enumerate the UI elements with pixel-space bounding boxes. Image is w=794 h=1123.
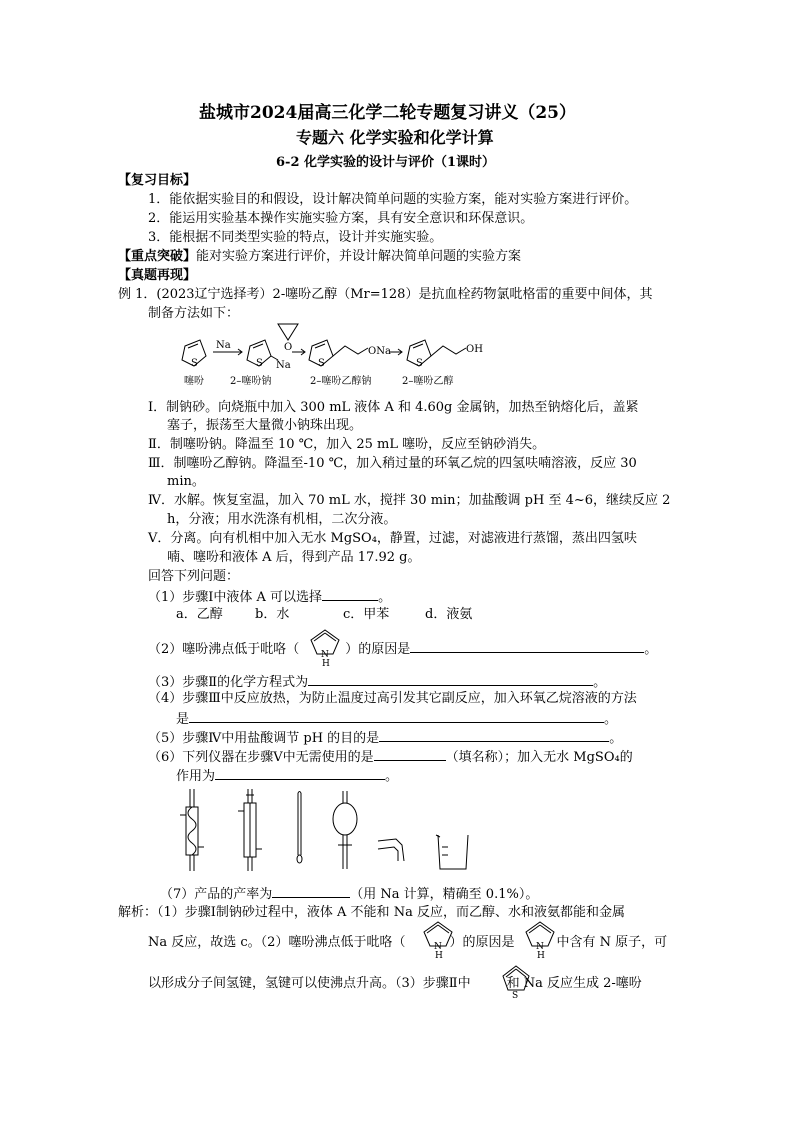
option-d: d．液氨 [425, 607, 473, 622]
thiophene-structure [498, 962, 534, 1002]
question-7-text-b: （用 Na 计算，精确至 0.1%）。 [350, 887, 539, 902]
question-4-text-b: 是 [176, 712, 190, 727]
step-1-line-1: Ⅰ．制钠砂。向烧瓶中加入 300 mL 液体 A 和 4.60g 金属钠，加热至钠熔化后，盖紧 [148, 400, 639, 415]
section-title: 6-2 化学实验的设计与评价（1课时） [276, 155, 496, 170]
answer-blank-6b[interactable] [215, 766, 385, 780]
label-thienylethoxide: 2–噻吩乙醇钠 [310, 376, 372, 387]
goal-item-2: 2．能运用实验基本操作实施实验方案，具有安全意识和环保意识。 [148, 211, 534, 226]
pyrrole-structure-3 [520, 918, 560, 960]
question-6-line-1 [148, 747, 633, 767]
question-6-text-a: （6）下列仪器在步骤Ⅴ中无需使用的是 [148, 750, 374, 765]
step-4-line-1: Ⅳ．水解。恢复室温，加入 70 mL 水，搅拌 30 min；加盐酸调 pH 至 4~6，继续反应 2 [148, 493, 671, 508]
pyrrole-structure-2 [418, 918, 458, 960]
reaction-scheme [170, 322, 510, 390]
step-3-line-1: Ⅲ．制噻吩乙醇钠。降温至-10 ℃，加入稍过量的环氧乙烷的四氢呋喃溶液，反应 30 [148, 456, 637, 471]
answer-blank-7[interactable] [272, 884, 350, 898]
question-1-options [176, 606, 472, 624]
question-2 [148, 639, 657, 659]
option-c: c．甲苯 [343, 607, 390, 622]
questions-intro: 回答下列问题： [148, 569, 240, 584]
question-2-period: 。 [644, 642, 658, 657]
step-2: Ⅱ．制噻吩钠。降温至 10 ℃，加入 25 mL 噻吩，反应至钠砂消失。 [148, 437, 546, 452]
question-5-text: （5）步骤Ⅳ中用盐酸调节 pH 的目的是 [148, 731, 380, 746]
label-thiophene: 噻吩 [184, 376, 204, 387]
thermometer [297, 792, 302, 864]
scheme-s-1: S [191, 358, 198, 369]
apparatus-row [170, 785, 480, 875]
analysis-text-3a: 以形成分子间氢键，氢键可以使沸点升高。（3）步骤Ⅱ中 [148, 976, 471, 991]
analysis-text-2a: Na 反应，故选 c。（2）噻吩沸点低于吡咯（ [148, 935, 406, 950]
topic-subtitle: 专题六 化学实验和化学计算 [296, 128, 494, 147]
answer-blank-1[interactable] [322, 587, 378, 601]
question-3-period: 。 [593, 675, 607, 690]
question-4-line-2 [176, 709, 617, 729]
question-3-text: （3）步骤Ⅱ的化学方程式为 [148, 675, 309, 690]
scheme-oh: OH [466, 344, 483, 355]
step-5-line-1: Ⅴ．分离。向有机相中加入无水 MgSO₄，静置，过滤，对滤液进行蒸馏，蒸出四氢呋 [148, 531, 637, 546]
step-3-line-2: min。 [167, 474, 205, 489]
question-3 [148, 672, 606, 692]
pyrrole-structure [305, 626, 345, 668]
page-title: 盐城市2024届高三化学二轮专题复习讲义（25） [199, 103, 576, 123]
option-a: a．乙醇 [176, 607, 223, 622]
analysis-line-2 [148, 934, 667, 952]
answer-blank-2[interactable] [410, 639, 644, 653]
pyrrole-2-h: H [435, 951, 443, 960]
answer-blank-4[interactable] [189, 709, 604, 723]
separatory-funnel [333, 791, 357, 869]
question-6-text-c: 作用为 [176, 769, 216, 784]
question-6-line-2 [176, 766, 398, 786]
scheme-s-2: S [256, 358, 263, 369]
question-5-period: 。 [609, 731, 623, 746]
answer-blank-5[interactable] [379, 728, 609, 742]
step-5-line-2: 喃、噻吩和液体 A 后，得到产品 17.92 g。 [167, 550, 421, 565]
scheme-reagent-na: Na [216, 340, 231, 351]
analysis-line-1: 解析：（1）步骤Ⅰ制钠砂过程中，液体 A 不能和 Na 反应，而乙醇、水和液氨都能和金属 [118, 905, 625, 920]
label-thienyl-sodium: 2–噻吩钠 [230, 376, 272, 387]
adapter-tube [378, 839, 404, 861]
review-heading: 【真题再现】 [118, 268, 197, 283]
pyrrole-h: H [322, 659, 330, 668]
step-1-line-2: 塞子，振荡至大量微小钠珠出现。 [167, 418, 363, 433]
pyrrole-n: N [321, 650, 329, 660]
label-thienylethanol: 2–噻吩乙醇 [402, 376, 454, 387]
pyrrole-3-n: N [536, 942, 544, 952]
focus-heading: 【重点突破】 [118, 249, 197, 264]
analysis-text-3b: 和 Na 反应生成 2-噻吩 [506, 976, 642, 991]
question-1-period: 。 [378, 590, 392, 605]
question-4-line-1: （4）步骤Ⅲ中反应放热，为防止温度过高引发其它副反应，加入环氧乙烷溶液的方法 [148, 691, 637, 706]
question-4-period: 。 [604, 712, 618, 727]
pyrrole-2-n: N [434, 942, 442, 952]
question-7 [160, 884, 538, 904]
analysis-text-2b: ）的原因是 [449, 935, 515, 950]
analysis-text-2c: 中含有 N 原子，可 [556, 935, 668, 950]
straight-condenser [238, 789, 262, 871]
step-4-line-2: h，分液；用水洗涤有机相，二次分液。 [167, 512, 397, 527]
answer-blank-3[interactable] [308, 672, 593, 686]
scheme-s-4: S [416, 358, 423, 369]
pyrrole-3-h: H [537, 951, 545, 960]
scheme-na-sub: Na [276, 360, 291, 371]
beaker [436, 835, 468, 869]
question-1 [148, 587, 391, 607]
scheme-reagent-o: O [284, 342, 293, 353]
answer-blank-6a[interactable] [374, 747, 446, 761]
analysis-line-3 [148, 975, 642, 993]
question-1-text: （1）步骤Ⅰ中液体 A 可以选择 [148, 590, 323, 605]
example-line-1: 例 1．(2023辽宁选择考）2-噻吩乙醇（Mr=128）是抗血栓药物氯吡格雷的重要中间体，其 [118, 287, 653, 302]
question-2-text-b: ）的原因是 [345, 642, 411, 657]
question-7-text-a: （7）产品的产率为 [160, 887, 273, 902]
option-b: b．水 [255, 607, 290, 622]
thiophene-s: S [512, 991, 519, 1001]
scheme-s-3: S [318, 358, 325, 369]
allihn-condenser [180, 789, 204, 871]
focus-text: 能对实验方案进行评价，并设计解决简单问题的实验方案 [196, 249, 522, 264]
question-5 [148, 728, 622, 748]
goals-heading: 【复习目标】 [118, 173, 197, 188]
question-6-period: 。 [385, 769, 399, 784]
question-6-text-b: （填名称）；加入无水 MgSO₄的 [445, 750, 633, 765]
scheme-ona: ONa [368, 346, 391, 357]
goal-item-1: 1．能依据实验目的和假设，设计解决简单问题的实验方案，能对实验方案进行评价。 [148, 192, 638, 207]
question-2-text-a: （2）噻吩沸点低于吡咯（ [148, 642, 300, 657]
goal-item-3: 3．能根据不同类型实验的特点，设计并实施实验。 [148, 230, 443, 245]
example-line-2: 制备方法如下： [148, 306, 240, 321]
focus-line [118, 248, 521, 266]
